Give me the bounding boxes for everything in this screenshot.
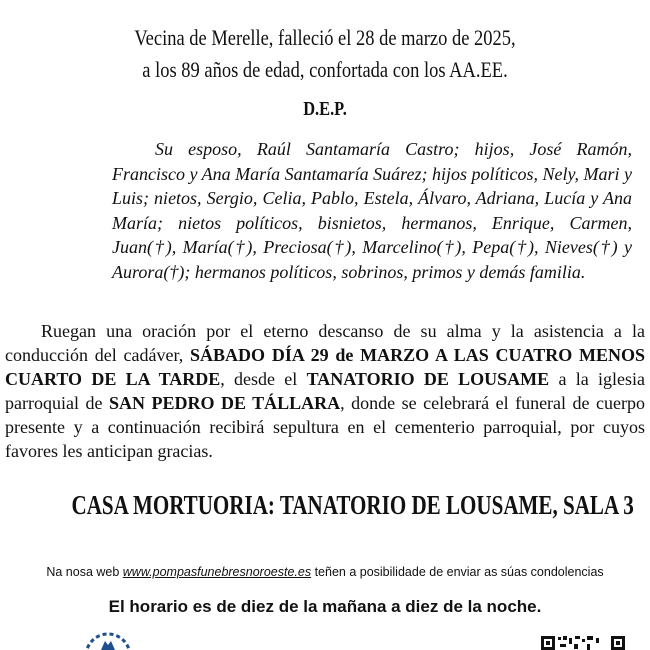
funeral-home-logo-icon — [78, 630, 138, 650]
qr-code-icon — [541, 636, 625, 650]
website-link[interactable]: www.pompasfunebresnoroeste.es — [122, 565, 312, 579]
intro-line-2: a los 89 años de edad, confortada con los AA.EE. — [142, 57, 508, 82]
casa-mortuoria-heading: CASA MORTUORIA: TANATORIO DE LOUSAME, SALA 3 — [71, 490, 634, 520]
web-prefix: Na nosa web — [46, 565, 123, 579]
dep-heading: D.E.P. — [303, 98, 347, 120]
intro-line-1: Vecina de Merelle, falleció el 28 de marzo de 2025, — [134, 25, 516, 50]
service-origin: TANATORIO DE LOUSAME — [306, 369, 550, 389]
service-datetime: SÁBADO DÍA 29 de MARZO A LAS CUATRO MENOS CUARTO DE LA TARDE — [5, 345, 645, 389]
service-text-3: a la iglesia parroquial de — [5, 369, 645, 413]
web-suffix: teñen a posibilidade de enviar as súas condolencias — [311, 565, 604, 579]
family-list: Su esposo, Raúl Santamaría Castro; hijos, José Ramón, Francisco y Ana María Santamaría Suárez; hijos políticos, Nely, Mari y Luis; nietos, Sergio, Celia, Pablo, Estela, Álvaro, Adriana, Lucía y Ana María; nietos políticos, bisnietos, hermanos, Enrique, Carmen, Juan(†), María(†), Preciosa(†), Marcelino(†), Pepa(†), Nieves(†) y Aurora(†); hermanos políticos, sobrinos, primos y demás familia. — [112, 139, 632, 282]
service-text-2: , desde el — [220, 369, 307, 389]
intro-block — [102, 22, 547, 86]
service-paragraph — [5, 319, 645, 463]
service-church: SAN PEDRO DE TÁLLARA — [108, 393, 341, 413]
service-text-1: Ruegan una oración por el eterno descanso de su alma y la asistencia a la conducción del cadáver, — [5, 321, 645, 365]
web-condolences-line — [0, 565, 650, 579]
service-text-4: , donde se celebrará el funeral de cuerpo presente y a continuación recibirá sepultura en el cementerio parroquial, por cuyos favores les anticipan gracias. — [5, 393, 646, 461]
opening-hours: El horario es de diez de la mañana a diez de la noche. — [108, 597, 542, 616]
